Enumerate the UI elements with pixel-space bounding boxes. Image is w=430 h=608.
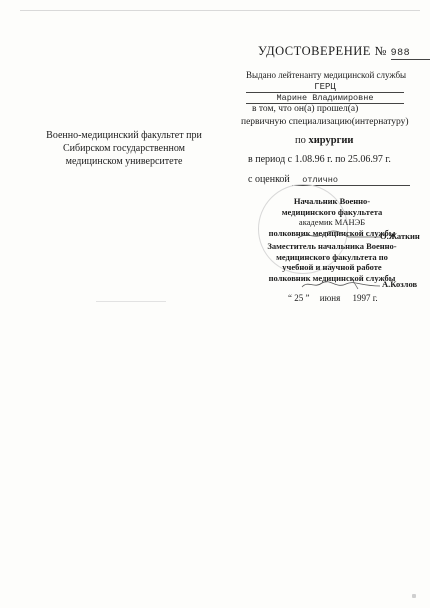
date-year: 1997 г. bbox=[352, 293, 378, 303]
head-line-1: Начальник Военно- bbox=[293, 196, 371, 206]
head-line-2: медицинского факультета bbox=[281, 206, 383, 217]
grade-value: отлично bbox=[292, 175, 410, 186]
deputy-line-2: медицинского факультета по bbox=[276, 251, 388, 262]
recipient-surname: ГЕРЦ bbox=[246, 82, 404, 93]
certificate-title bbox=[258, 44, 430, 60]
head-line-3: академик МАНЭБ bbox=[298, 217, 366, 227]
grade-prefix: с оценкой bbox=[248, 174, 290, 185]
subject-line bbox=[295, 135, 353, 146]
corner-dot bbox=[412, 594, 416, 598]
certificate-title-text: УДОСТОВЕРЕНИЕ № bbox=[258, 44, 387, 58]
completed-line: в том, что он(а) прошел(а) bbox=[252, 104, 359, 114]
deputy-line-4: полковник медицинской службы bbox=[268, 272, 396, 283]
subject-value: хирургии bbox=[308, 135, 354, 146]
deputy-line-1: Заместитель начальника Военно- bbox=[267, 241, 397, 251]
date-quote-open: “ bbox=[288, 293, 292, 303]
date-quote-close: ” bbox=[305, 293, 310, 303]
show-through-mark bbox=[96, 301, 166, 302]
deputy-line-3: учебной и научной работе bbox=[282, 262, 382, 272]
institution-block bbox=[30, 129, 218, 168]
period-line: в период с 1.08.96 г. по 25.06.97 г. bbox=[248, 154, 391, 165]
certificate-number: 988 bbox=[391, 48, 430, 60]
head-signature-scribble bbox=[296, 229, 386, 241]
date-month: июня bbox=[319, 293, 341, 303]
head-name: О.Жаткин bbox=[380, 231, 420, 241]
date-day: 25 bbox=[294, 293, 304, 303]
recipient-name: Марине Владимировне bbox=[246, 93, 404, 104]
deputy-signature-scribble bbox=[300, 277, 382, 291]
specialization-line: первичную специализацию(интернатуру) bbox=[241, 117, 409, 127]
signature-date bbox=[288, 293, 378, 303]
deputy-name: А.Козлов bbox=[382, 279, 418, 289]
institution-line-3: медицинском университете bbox=[65, 156, 183, 167]
grade-line bbox=[248, 174, 410, 186]
institution-line-2: Сибирском государственном bbox=[63, 143, 185, 154]
subject-prefix: по bbox=[295, 135, 306, 146]
head-line-4: полковник медицинской службы bbox=[268, 227, 396, 238]
issued-line: Выдано лейтенанту медицинской службы bbox=[246, 70, 407, 80]
institution-line-1: Военно-медицинский факультет при bbox=[46, 130, 202, 141]
top-edge-line bbox=[20, 10, 420, 11]
